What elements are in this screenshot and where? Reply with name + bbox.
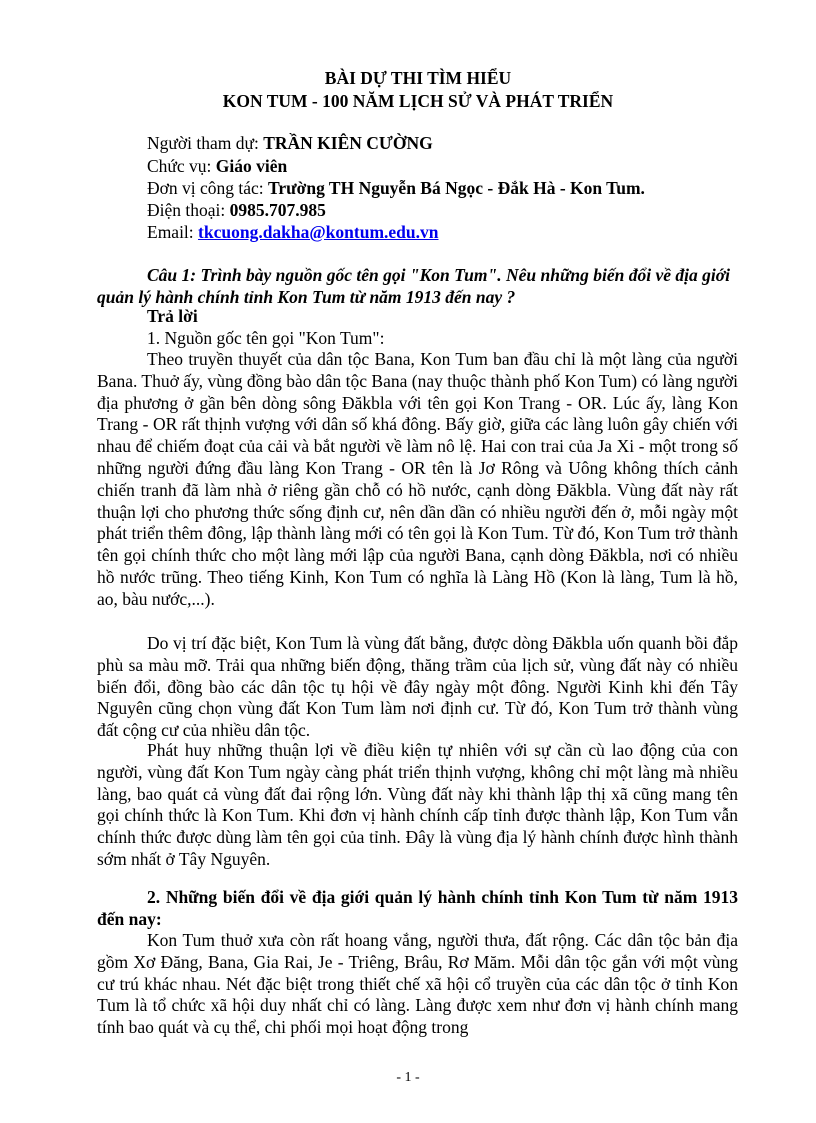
participant-position-line <box>147 155 287 178</box>
participant-email-line <box>147 221 439 244</box>
participant-position-label: Chức vụ: <box>147 156 216 176</box>
title-line-2: KON TUM - 100 NĂM LỊCH SỬ VÀ PHÁT TRIỂN <box>222 91 614 111</box>
participant-position: Giáo viên <box>215 156 288 176</box>
question-1: Câu 1: Trình bày nguồn gốc tên gọi "Kon Tum". Nêu những biến đổi về địa giới quản lý hành chính tỉnh Kon Tum từ năm 1913 đến nay ? <box>97 265 731 307</box>
participant-unit-label: Đơn vị công tác: <box>147 178 269 198</box>
participant-phone: 0985.707.985 <box>229 200 326 220</box>
paragraph-2: Do vị trí đặc biệt, Kon Tum là vùng đất bằng, được dòng Đăkbla uốn quanh bồi đắp phù sa màu mỡ. Trải qua những biến động, thăng trầm của lịch sử, vùng đất này có nhiều biến đổi, đồng bào các dân tộc tụ hội về đây ngày một đông. Người Kinh khi đến Tây Nguyên cũng chọn vùng đất Kon Tum làm nơi định cư. Từ đó, Kon Tum trở thành vùng đất cộng cư của nhiều dân tộc. <box>97 633 738 741</box>
participant-name: TRẦN KIÊN CƯỜNG <box>263 133 433 153</box>
answer-label: Trả lời <box>147 306 198 326</box>
paragraph-3: Phát huy những thuận lợi về điều kiện tự nhiên với sự cần cù lao động của con người, vùng đất Kon Tum ngày càng phát triển thịnh vượng, không chỉ một làng mà nhiều làng, bao quát cả vùng đất đai rộng lớn. Vùng đất này khi thành lập thị xã cũng mang tên gọi chính thức là Kon Tum. Khi đơn vị hành chính cấp tỉnh được thành lập, Kon Tum vẫn chính thức được dùng làm tên gọi của tỉnh. Đây là vùng địa lý hành chính được hình thành sớm nhất ở Tây Nguyên. <box>97 740 738 869</box>
participant-phone-label: Điện thoại: <box>147 200 230 220</box>
section-1-heading: 1. Nguồn gốc tên gọi "Kon Tum": <box>147 328 385 348</box>
participant-name-line <box>147 132 433 155</box>
paragraph-4: Kon Tum thuở xưa còn rất hoang vắng, người thưa, đất rộng. Các dân tộc bản địa gồm Xơ Đăng, Bana, Gia Rai, Je - Triêng, Brâu, Rơ Măm. Mỗi dân tộc gắn với một vùng cư trú khác nhau. Nét đặc biệt trong thiết chế xã hội cổ truyền của các dân tộc ở tỉnh Kon Tum là tổ chức xã hội duy nhất chỉ có làng. Làng được xem như đơn vị hành chính mang tính bao quát và cụ thể, chi phối mọi hoạt động trong <box>97 930 738 1038</box>
participant-email-link[interactable]: tkcuong.dakha@kontum.edu.vn <box>198 222 439 242</box>
title-line-1: BÀI DỰ THI TÌM HIỂU <box>324 68 512 88</box>
participant-unit: Trường TH Nguyễn Bá Ngọc - Đắk Hà - Kon Tum. <box>268 178 645 198</box>
participant-phone-line <box>147 199 326 222</box>
participant-name-label: Người tham dự: <box>147 133 264 153</box>
participant-unit-line <box>147 177 645 200</box>
section-2-heading: 2. Những biến đổi về địa giới quản lý hành chính tỉnh Kon Tum từ năm 1913 đến nay: <box>97 887 738 929</box>
participant-email-label: Email: <box>147 222 199 242</box>
paragraph-1: Theo truyền thuyết của dân tộc Bana, Kon Tum ban đầu chỉ là một làng của người Bana. Thuở ấy, vùng đồng bào dân tộc Bana (nay thuộc thành phố Kon Tum) có làng người địa phương ở gần bên dòng sông Đăkbla với tên gọi Kon Trang - OR. Lúc ấy, làng Kon Trang - OR rất thịnh vượng với dân số khá đông. Bấy giờ, giữa các làng luôn gây chiến với nhau để chiếm đoạt của cải và bắt người về làm nô lệ. Hai con trai của Ja Xi - một trong số những người đứng đầu làng Kon Trang - OR tên là Jơ Rông và Uông không thích cảnh chiến tranh đã làm nhà ở riêng gần chỗ có hồ nước, cạnh dòng Đăkbla. Vùng đất này rất thuận lợi cho phương thức sống định cư, nên dần dần có nhiều người đến ở, mỗi ngày một phát triển thêm đông, lập thành làng mới có tên gọi là Kon Tum. Từ đó, Kon Tum trở thành tên gọi chính thức cho một làng mới lập của người Bana, cạnh dòng Đăkbla, nơi có nhiều hồ nước trũng. Theo tiếng Kinh, Kon Tum có nghĩa là Làng Hồ (Kon là làng, Tum là hồ, ao, bàu nước,...). <box>97 349 738 609</box>
page-number: - 1 - <box>396 1070 420 1085</box>
